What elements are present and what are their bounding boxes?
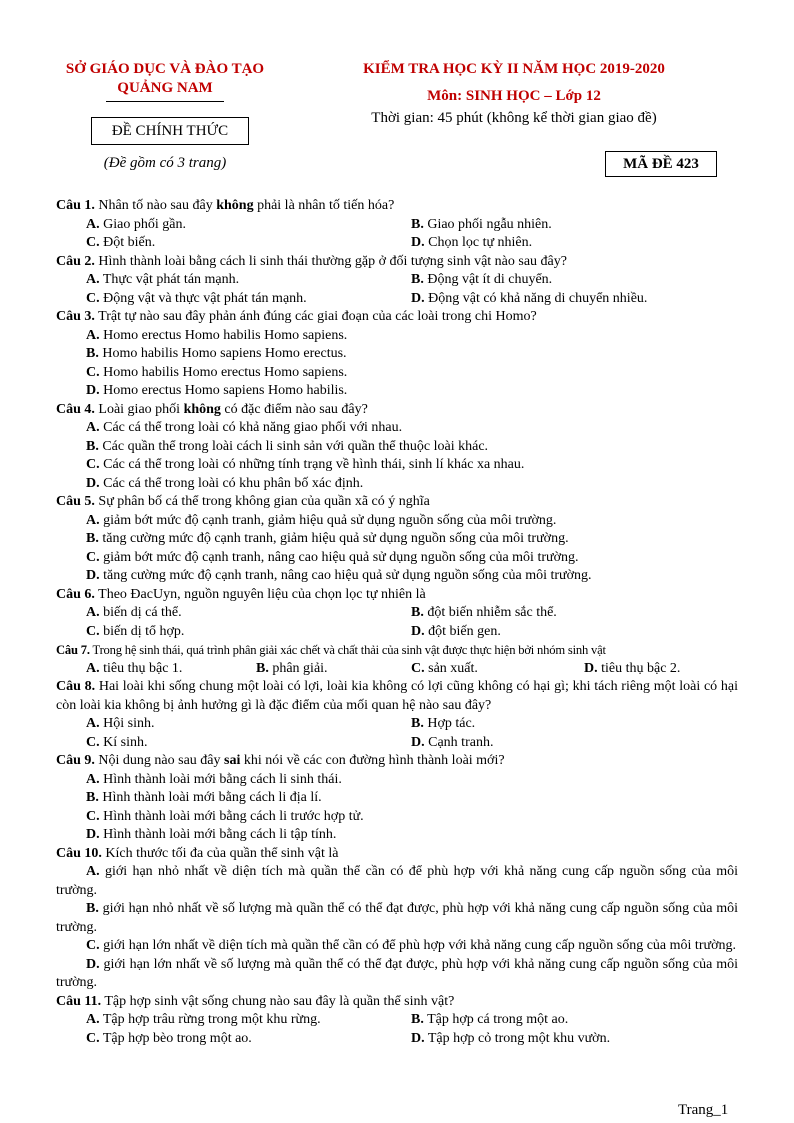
option-c: C. Homo habilis Homo erectus Homo sapiens.: [86, 364, 348, 380]
question-7: [56, 641, 738, 678]
question-label: Câu 9.: [56, 753, 95, 768]
option-b: B. Giao phối ngẫu nhiên.: [411, 216, 552, 232]
question-stem: Câu 10. Kích thước tối đa của quần thể sinh vật là: [56, 845, 339, 861]
option-d: D. Chọn lọc tự nhiên.: [411, 235, 533, 250]
exam-title: KIỂM TRA HỌC KỲ II NĂM HỌC 2019-2020: [363, 61, 665, 77]
department-name: SỞ GIÁO DỤC VÀ ĐÀO TẠO: [65, 61, 265, 77]
option-b: B. tăng cường mức độ cạnh tranh, giảm hiệu quả sử dụng nguồn sống của môi trường.: [86, 531, 569, 546]
question-10: [56, 845, 738, 993]
option-c: C. biến dị tổ hợp.: [86, 623, 185, 639]
question-label: Câu 11.: [56, 993, 102, 1009]
option-d: D. Homo erectus Homo sapiens Homo habilis.: [86, 383, 348, 398]
option-a: A. Giao phối gần.: [86, 216, 186, 232]
option-d: D. Các cá thể trong loài có khu phân bố xác định.: [86, 475, 364, 491]
question-stem: Câu 4. Loài giao phối không có đặc điểm nào sau đây?: [56, 401, 368, 417]
official-label-box: [91, 117, 249, 145]
option-b: B. phân giải.: [256, 660, 328, 676]
option-b: B. Hợp tác.: [411, 716, 476, 731]
option-b: B. giới hạn nhỏ nhất về số lượng mà quần thể có thể đạt được, phù hợp với khả năng cung cấp nguồn sống của môi trường.: [56, 901, 738, 935]
exam-code-box: [605, 151, 717, 177]
subject-line: Môn: SINH HỌC – Lớp 12: [427, 88, 601, 104]
option-c: C. sản xuất.: [411, 660, 478, 676]
option-d: D. tiêu thụ bậc 2.: [584, 660, 681, 676]
question-stem: Câu 7. Trong hệ sinh thái, quá trình phân giải xác chết và chất thải của sinh vật được thực hiện bởi nhóm sinh vật: [56, 643, 606, 657]
answer-options: [56, 863, 738, 993]
option-c: C. Tập hợp bèo trong một ao.: [86, 1030, 252, 1046]
province-name: QUẢNG NAM: [117, 80, 213, 96]
header-left: [40, 60, 290, 102]
option-a: A. Hình thành loài mới bằng cách li sinh thái.: [86, 771, 342, 787]
answer-options: [56, 771, 738, 845]
question-stem: Câu 2. Hình thành loài bằng cách li sinh thái thường gặp ở đối tượng sinh vật nào sau đây?: [56, 253, 567, 269]
question-label: Câu 3.: [56, 309, 95, 324]
question-label: Câu 8.: [56, 679, 96, 694]
question-label: Câu 10.: [56, 845, 102, 861]
option-a: A. Thực vật phát tán mạnh.: [86, 272, 240, 287]
question-stem: Câu 11. Tập hợp sinh vật sống chung nào sau đây là quần thể sinh vật?: [56, 993, 455, 1009]
question-label: Câu 7.: [56, 643, 90, 657]
option-c: C. Động vật và thực vật phát tán mạnh.: [86, 290, 307, 306]
question-4: [56, 401, 738, 494]
question-stem: Câu 5. Sự phân bố cá thể trong không gian của quần xã có ý nghĩa: [56, 494, 430, 509]
question-stem: Câu 3. Trật tự nào sau đây phản ánh đúng các giai đoạn của các loài trong chi Homo?: [56, 309, 537, 324]
question-label: Câu 4.: [56, 401, 95, 417]
option-a: A. Hội sinh.: [86, 716, 155, 731]
option-a: A. giới hạn nhỏ nhất về diện tích mà quần thể cần có để phù hợp với khả năng cung cấp nguồn sống của môi trường.: [56, 864, 738, 898]
answer-options: [56, 660, 738, 679]
option-c: C. Các cá thể trong loài có những tính trạng về hình thái, sinh lí khác xa nhau.: [86, 457, 525, 472]
answer-options: [56, 216, 738, 253]
option-d: D. Hình thành loài mới bằng cách li tập tính.: [86, 827, 337, 842]
option-c: C. giảm bớt mức độ cạnh tranh, nâng cao hiệu quả sử dụng nguồn sống của môi trường.: [86, 549, 579, 565]
option-c: C. Đột biến.: [86, 235, 156, 250]
answer-options: [56, 419, 738, 493]
option-b: B. Các quần thể trong loài cách li sinh sản với quần thể thuộc loài khác.: [86, 438, 489, 454]
answer-options: [56, 512, 738, 586]
option-a: A. Tập hợp trâu rừng trong một khu rừng.: [86, 1012, 321, 1027]
option-c: C. Hình thành loài mới bằng cách li trước hợp tử.: [86, 808, 364, 824]
option-a: A. tiêu thụ bậc 1.: [86, 660, 183, 676]
question-2: [56, 253, 738, 309]
question-list: [56, 197, 738, 1048]
header-right: [330, 60, 698, 128]
question-3: [56, 308, 738, 401]
exam-code: MÃ ĐỀ 423: [623, 156, 699, 172]
option-a: A. Các cá thể trong loài có khả năng giao phối với nhau.: [86, 420, 403, 435]
question-stem: Câu 6. Theo ĐacUyn, nguồn nguyên liệu của chọn lọc tự nhiên là: [56, 586, 426, 602]
option-b: B. Tập hợp cá trong một ao.: [411, 1012, 569, 1027]
option-a: A. Homo erectus Homo habilis Homo sapiens.: [86, 327, 348, 343]
official-label: ĐỀ CHÍNH THỨC: [111, 123, 229, 139]
option-d: D. Cạnh tranh.: [411, 734, 494, 750]
question-stem: Câu 8. Hai loài khi sống chung một loài có lợi, loài kia không có lợi cũng không có hại gì; khi tách riêng một loài có hại còn loài kia không bị ảnh hưởng gì là đặc điểm của mối quan hệ nào sau đây?: [56, 679, 739, 713]
province-underline: [106, 101, 224, 102]
question-label: Câu 6.: [56, 586, 95, 602]
answer-options: [56, 327, 738, 401]
pages-note: (Đề gồm có 3 trang): [103, 155, 227, 171]
option-b: B. Homo habilis Homo sapiens Homo erectus.: [86, 346, 347, 361]
option-b: B. Hình thành loài mới bằng cách li địa lí.: [86, 790, 322, 805]
question-stem: Câu 1. Nhân tố nào sau đây không phải là nhân tố tiến hóa?: [56, 198, 395, 213]
option-d: D. Tập hợp cỏ trong một khu vườn.: [411, 1030, 611, 1046]
option-b: B. Động vật ít di chuyển.: [411, 272, 553, 287]
question-8: [56, 678, 738, 752]
option-d: D. đột biến gen.: [411, 623, 501, 639]
option-b: B. đột biến nhiễm sắc thể.: [411, 605, 557, 620]
question-11: [56, 993, 738, 1049]
question-1: [56, 197, 738, 253]
option-d: D. giới hạn lớn nhất về số lượng mà quần thể có thể đạt được, phù hợp với khả năng cung cấp nguồn sống của môi trường.: [56, 956, 738, 990]
answer-options: [56, 1011, 738, 1048]
question-9: [56, 752, 738, 845]
answer-options: [56, 604, 738, 641]
time-note: Thời gian: 45 phút (không kể thời gian giao đề): [371, 110, 657, 126]
page-number: Trang_1: [678, 1102, 729, 1118]
option-a: A. giảm bớt mức độ cạnh tranh, giảm hiệu quả sử dụng nguồn sống của môi trường.: [86, 512, 557, 528]
question-5: [56, 493, 738, 586]
question-6: [56, 586, 738, 642]
question-label: Câu 5.: [56, 494, 95, 509]
option-d: D. Động vật có khả năng di chuyển nhiều.: [411, 290, 648, 306]
option-a: A. biến dị cá thể.: [86, 605, 182, 620]
question-label: Câu 2.: [56, 253, 95, 269]
option-c: C. giới hạn lớn nhất về diện tích mà quần thể cần có để phù hợp với khả năng cung cấp nguồn sống của môi trường.: [86, 938, 736, 953]
question-stem: Câu 9. Nội dung nào sau đây sai khi nói về các con đường hình thành loài mới?: [56, 753, 505, 768]
option-c: C. Kí sinh.: [86, 734, 148, 750]
answer-options: [56, 271, 738, 308]
answer-options: [56, 715, 738, 752]
option-d: D. tăng cường mức độ cạnh tranh, nâng cao hiệu quả sử dụng nguồn sống của môi trường.: [86, 568, 592, 583]
question-label: Câu 1.: [56, 198, 95, 213]
